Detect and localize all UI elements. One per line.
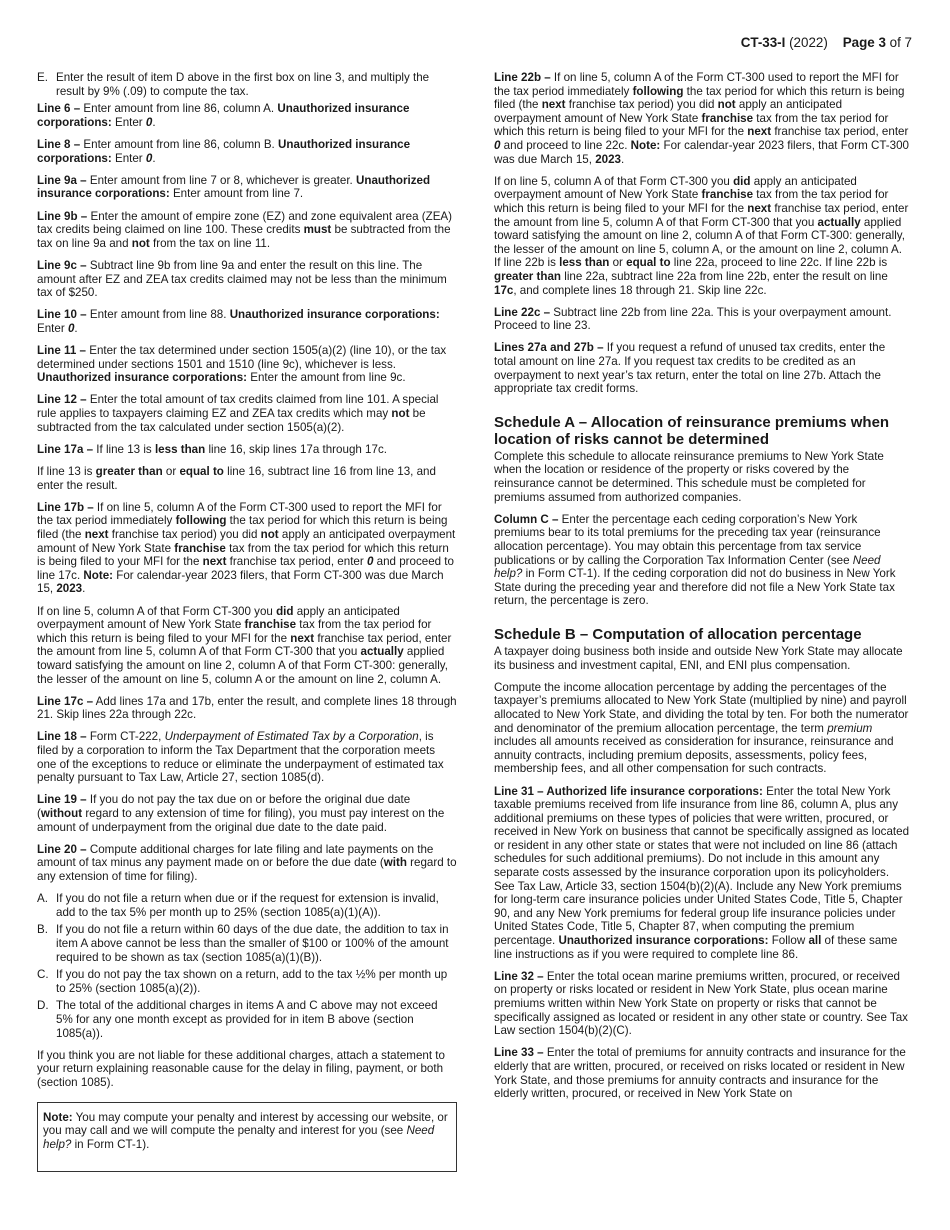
text-run: Form CT-222, xyxy=(86,730,165,744)
text-run: . xyxy=(152,151,156,165)
bold-text: Line 8 – xyxy=(37,137,81,151)
text-run: Add lines 17a and 17b, enter the result, and complete lines 18 through 21. Skip lines 22a through 22c. xyxy=(37,694,457,722)
text-run: If you do not file a return when due or if the request for extension is invalid, add to the tax 5% per month up to 25% (section 1085(a)(1)(A)). xyxy=(56,892,439,919)
bold-text: Line 22b – xyxy=(494,71,551,84)
italic-text: premium xyxy=(827,721,873,735)
italic-text: 0 xyxy=(67,321,75,335)
list-item xyxy=(37,923,457,964)
text-run: be subtracted from the tax calculated under section 1505(a)(2). xyxy=(37,407,426,434)
list-item xyxy=(37,892,457,919)
bold-text: without xyxy=(40,807,83,821)
paragraph xyxy=(37,793,457,834)
text-run: . xyxy=(620,152,625,166)
bold-text: Unauthorized insurance corporations: xyxy=(37,102,410,129)
text-run: Enter the percentage each ceding corporation’s New York premiums bear to its total premiums for the preceding tax year (reinsurance allocation percentage). You may obtain this percentage from tax service publications or by calling the Corporation Tax Information Center (see xyxy=(494,512,881,567)
bold-text: with xyxy=(383,856,407,870)
bold-text: 17c xyxy=(494,283,514,297)
paragraph xyxy=(37,843,457,884)
paragraph xyxy=(494,1046,910,1100)
list-text xyxy=(56,923,457,964)
bold-text: less than xyxy=(154,442,206,456)
paragraph xyxy=(494,71,910,166)
section-heading: Schedule A – Allocation of reinsurance premiums when location of risks cannot be determined xyxy=(494,413,890,448)
bold-text: 2023 xyxy=(595,152,621,166)
list-item xyxy=(37,968,457,995)
bold-text: Line 31 – Authorized life insurance corporations: xyxy=(494,784,763,798)
bold-text: not xyxy=(131,236,150,250)
bold-text: 2023 xyxy=(56,582,83,596)
bold-text: franchise xyxy=(244,618,297,632)
text-run: apply an anticipated overpayment amount of New York State xyxy=(37,604,400,632)
text-run: tax from the tax period for which this return is being filed to your MFI for the xyxy=(494,188,889,215)
text-run: and proceed to line 22c. xyxy=(500,138,631,152)
bold-text: next xyxy=(202,555,227,569)
paragraph xyxy=(494,306,910,333)
text-run: of these same line instructions as if you were required to complete line 86. xyxy=(494,934,898,961)
bold-text: Line 17a – xyxy=(37,442,94,456)
text-run: applied toward satisfying the amount on line 2, column A of that Form CT-300: generally, the lesser of the amount on line 5, column A or the amount on line 2, column A. xyxy=(37,645,448,686)
paragraph xyxy=(494,513,910,608)
italic-text: 0 xyxy=(145,151,153,165)
bold-text: not xyxy=(260,527,279,541)
text-run: line 22a, proceed to line 22c. If line 22b is xyxy=(670,256,888,270)
text-run: Follow xyxy=(768,934,809,948)
text-run: franchise tax period, enter the amount from line 5, column A of that Form CT-300 that you xyxy=(494,201,909,229)
list-letter: A. xyxy=(37,892,48,906)
text-run: If on line 5, column A of the Form CT-300 used to report the MFI for the tax period immediately xyxy=(494,71,899,98)
text-run: franchise tax period, enter xyxy=(226,555,367,569)
paragraph xyxy=(494,450,910,504)
text-run: the tax period for which this return is being filed (the xyxy=(494,84,905,112)
paragraph xyxy=(37,102,457,129)
text-run: Enter the total ocean marine premiums written, procured, or received on property or risks located or resident in New York State, plus ocean marine premiums written within New York State on property or risks that cannot be specifically assigned as located or resident in any other state or country. See Tax Law section 1504(b)(2)(C). xyxy=(494,969,908,1038)
text-run: Enter the total of premiums for annuity contracts and insurance for the elderly that are written, procured, or received on risks located or resident in New York State, and those premiums for annuity contracts and insurance for the elderly written, procured, or received in New York State on xyxy=(494,1046,906,1101)
text-run: If line 13 is xyxy=(93,442,155,456)
bold-text: did xyxy=(733,174,751,188)
text-run: in Form CT-1). If the ceding corporation did not do business in New York State during the preceding year and therefore did not file a New York State tax return, the percentage is zero. xyxy=(494,567,896,608)
bold-text: Line 18 – xyxy=(37,730,87,744)
note-text xyxy=(43,1111,450,1152)
list-text xyxy=(56,71,457,98)
bold-text: must xyxy=(303,223,332,237)
text-run: Enter xyxy=(37,321,68,335)
text-run: If you request a refund of unused tax credits, enter the total amount on line 27a. If you request tax credits to be credited as an overpayment to next year’s tax return, enter the total on line 27b. Attach the appropriate tax credit forms. xyxy=(494,341,886,396)
paragraph xyxy=(37,308,457,335)
page-total: of 7 xyxy=(889,35,912,50)
bold-text: Line 9a – xyxy=(37,173,87,187)
paragraph xyxy=(37,344,457,385)
section-heading: Schedule B – Computation of allocation percentage xyxy=(494,625,862,643)
bold-text: less than xyxy=(559,256,610,270)
bold-text: franchise xyxy=(701,111,754,125)
bold-text: Lines 27a and 27b – xyxy=(494,341,604,355)
page-number: Page 3 xyxy=(842,35,886,50)
bold-text: next xyxy=(84,527,109,541)
list-letter: D. xyxy=(37,999,49,1013)
italic-text: 0 xyxy=(145,115,153,129)
text-run: apply an anticipated overpayment amount of New York State xyxy=(494,98,843,125)
text-run: For calendar-year 2023 filers, that Form CT-300 was due March 15, xyxy=(494,138,910,166)
text-run: includes all amounts received as consideration for insurance, reinsurance and annuity contracts, including premium deposits, assessments, policy fees, membership fees, and all other compensation for such contracts. xyxy=(494,735,894,776)
bold-text: Line 6 – xyxy=(37,102,81,116)
text-run: . xyxy=(74,321,78,335)
bold-text: Note: xyxy=(630,138,661,152)
text-run: or xyxy=(162,465,180,478)
text-run: in Form CT-1). xyxy=(71,1137,150,1151)
bold-text: following xyxy=(632,84,684,98)
bold-text: Unauthorized insurance corporations: xyxy=(229,308,440,322)
text-run: apply an anticipated overpayment amount of New York State xyxy=(37,527,456,555)
bold-text: Column C – xyxy=(494,512,559,526)
text-run: . xyxy=(152,115,156,129)
text-run: . xyxy=(82,582,86,596)
text-run: or xyxy=(609,256,627,270)
list-item xyxy=(37,999,457,1040)
italic-text: 0 xyxy=(494,138,501,152)
form-id: CT-33-I xyxy=(740,35,786,50)
paragraph xyxy=(37,138,457,165)
bold-text: following xyxy=(175,514,227,528)
text-run: apply an anticipated overpayment amount of New York State xyxy=(494,174,857,202)
text-run: Enter amount from line 86, column B. xyxy=(80,137,279,151)
paragraph xyxy=(37,393,457,434)
list-text xyxy=(56,892,457,919)
text-run: If you think you are not liable for these additional charges, attach a statement to your return explaining reasonable cause for the delay in filing, payment, or both (section 1085). xyxy=(37,1048,445,1089)
paragraph xyxy=(37,174,457,201)
page-header xyxy=(741,35,912,51)
text-run: Enter the tax determined under section 1505(a)(2) (line 10), or the tax determined under sections 1501 and 1510 (line 9c), whichever is less. xyxy=(37,344,447,371)
form-year: (2022) xyxy=(789,35,828,50)
bold-text: Line 17c – xyxy=(37,694,94,708)
text-run: Enter the total amount of tax credits claimed from line 101. A special rule applies to taxpayers claiming EZ and ZEA tax credits which may xyxy=(37,393,439,421)
text-run: Enter the amount of empire zone (EZ) and zone equivalent area (ZEA) tax credits being claimed on line 100. These credits xyxy=(37,209,453,237)
text-run: franchise tax period) you did xyxy=(565,98,718,112)
text-run: franchise tax period, enter xyxy=(771,125,909,139)
text-run: Enter the total New York taxable premiums received from life insurance from line 86, column A, plus any additional premiums on these types of policies that were written, procured, or received in New York on business that cannot be specifically assigned as located or resident in any other state or states that were not included on line 86 (attach schedules for such additional premiums). Do not include in this amount any separate costs assessed by the insurance corporation upon its policyholders. See Tax Law, Article 33, section 1504(b)(2)(A). Include any New York premiums for long-term care insurance policies under United States Code, Title 5, Chapter 90, and any New York premiums for federal group life insurance policies under United States Code, Title 5, Chapter 87, when computing the premium percentage. xyxy=(494,784,910,948)
paragraph xyxy=(494,970,910,1038)
bold-text: next xyxy=(541,98,566,112)
text-run: franchise tax period) you did xyxy=(108,527,261,541)
text-run: , and complete lines 18 through 21. Skip line 22c. xyxy=(513,283,767,297)
list-text xyxy=(56,968,457,995)
list-letter: E. xyxy=(37,71,48,84)
italic-text: Need help? xyxy=(494,553,881,581)
text-run: Subtract line 22b from line 22a. This is your overpayment amount. Proceed to line 23. xyxy=(494,305,892,333)
bold-text: franchise xyxy=(701,188,754,202)
bold-text: all xyxy=(808,934,822,948)
list-letter: C. xyxy=(37,968,49,982)
text-run: , is filed by a corporation to inform the Tax Department that the corporation meets one of the exceptions to reduce or eliminate the underpayment of estimated tax penalty pursuant to Tax Law, Article 27, section 1085(d). xyxy=(37,730,444,785)
text-run: be subtracted from the tax on line 9a and xyxy=(37,223,451,250)
paragraph xyxy=(37,465,457,492)
bold-text: equal to xyxy=(179,465,224,478)
italic-text: 0 xyxy=(366,555,374,569)
bold-text: Line 33 – xyxy=(494,1046,544,1060)
bold-text: actually xyxy=(360,645,404,659)
bold-text: franchise xyxy=(174,541,226,555)
bold-text: greater than xyxy=(95,465,163,478)
text-run: Enter the result of item D above in the first box on line 3, and multiply the result by 9% (.09) to compute the tax. xyxy=(56,71,430,98)
bold-text: Unauthorized insurance corporations: xyxy=(37,371,248,385)
left-column xyxy=(37,71,457,1172)
text-run: from the tax on line 11. xyxy=(149,236,271,250)
paragraph xyxy=(37,695,457,722)
text-run: line 16, skip lines 17a through 17c. xyxy=(205,442,387,456)
text-run: For calendar-year 2023 filers, that Form CT-300 was due March 15, xyxy=(37,568,444,596)
text-run: Enter amount from line 86, column A. xyxy=(80,102,278,116)
bold-text: greater than xyxy=(494,269,562,283)
paragraph xyxy=(37,501,457,596)
paragraph xyxy=(37,443,457,457)
text-run: regard to any extension of time for filing). xyxy=(37,856,457,883)
bold-text: next xyxy=(290,631,315,645)
list-letter: B. xyxy=(37,923,48,937)
paragraph xyxy=(37,1049,457,1090)
text-run: Subtract line 9b from line 9a and enter the result on this line. The amount after EZ and ZEA tax credits claimed may not be less than the minimum tax of $250. xyxy=(37,258,447,300)
text-run: If you do not pay the tax due on or before the original due date ( xyxy=(37,793,411,821)
paragraph xyxy=(494,175,910,297)
text-run: tax from the tax period for which this return is being filed to your MFI for the xyxy=(37,618,432,645)
bold-text: Line 10 – xyxy=(37,308,87,322)
bold-text: Line 20 – xyxy=(37,842,87,856)
bold-text: Unauthorized insurance corporations: xyxy=(37,137,411,165)
bold-text: Line 11 – xyxy=(37,344,86,358)
header-spacer xyxy=(832,35,839,50)
paragraph xyxy=(494,681,910,776)
bold-text: Line 12 – xyxy=(37,393,87,407)
bold-text: not xyxy=(717,98,736,112)
text-run: Compute additional charges for late filing and late payments on the amount of tax minus any payment made on or before the due date ( xyxy=(37,842,434,870)
text-run: the tax period for which this return is being filed (the xyxy=(37,514,448,541)
text-run: Compute the income allocation percentage by adding the percentages of the taxpayer’s premiums allocated to New York State (multiplied by nine) and payroll allocated to New York State, and dividing the total by ten. For both the numerator and denominator of the premium allocation percentage, the term xyxy=(494,680,909,735)
text-run: tax from the tax period for which this return is being filed to your MFI for the xyxy=(494,111,889,139)
text-run: Enter amount from line 7. xyxy=(169,187,304,201)
paragraph xyxy=(494,341,910,395)
text-run: Enter xyxy=(111,115,146,129)
text-run: If line 13 is xyxy=(37,465,96,478)
paragraph xyxy=(37,605,457,687)
bold-text: equal to xyxy=(626,256,671,270)
text-run: Enter amount from line 88. xyxy=(86,308,230,322)
text-run: Complete this schedule to allocate reinsurance premiums to New York State when the location or residence of the property or risks covered by the reinsurance cannot be determined. This schedule must be completed for premiums assumed from authorized companies. xyxy=(494,449,884,504)
text-run: tax from the tax period for which this return is being filed to your MFI for the xyxy=(37,541,449,569)
text-run: line 16, subtract line 16 from line 13, and enter the result. xyxy=(37,465,436,492)
text-run: franchise tax period, enter the amount from line 5, column A of that Form CT-300 that you xyxy=(37,631,452,659)
note-box xyxy=(37,1102,457,1173)
text-run: applied toward satisfying the amount on line 2, column A of that Form CT-300: generally, the lesser of the amount on line 5, column A, or the amount on line 2, column A. If line 22b is xyxy=(494,215,905,270)
bold-text: not xyxy=(391,407,410,421)
text-run: If on line 5, column A of the Form CT-300 used to report the MFI for the tax period immediately xyxy=(37,500,442,528)
bold-text: Line 17b – xyxy=(37,500,94,514)
text-run: Enter xyxy=(111,151,146,165)
paragraph xyxy=(37,259,457,300)
paragraph xyxy=(37,730,457,784)
list-item xyxy=(37,71,457,98)
italic-text: Underpayment of Estimated Tax by a Corporation xyxy=(164,730,419,744)
italic-text: Need help? xyxy=(43,1124,435,1151)
text-run: The total of the additional charges in items A and C above may not exceed 5% for any one month except as provided for in item B above (section 1085(a)). xyxy=(56,999,438,1040)
text-run: If you do not pay the tax shown on a return, add to the tax ½% per month up to 25% (section 1085(a)(2)). xyxy=(56,968,448,995)
text-run: A taxpayer doing business both inside and outside New York State may allocate its business and investment capital, ENI, and ENI plus compensation. xyxy=(494,644,903,672)
paragraph xyxy=(37,210,457,251)
bold-text: Line 32 – xyxy=(494,969,544,983)
bold-text: Line 9c – xyxy=(37,258,87,272)
bold-text: Line 9b – xyxy=(37,209,88,223)
text-run: If on line 5, column A of that Form CT-300 you xyxy=(37,604,277,618)
bold-text: next xyxy=(747,201,772,215)
text-run: line 22a, subtract line 22a from line 22b, enter the result on line xyxy=(561,269,888,283)
paragraph xyxy=(494,785,910,962)
bold-text: Unauthorized insurance corporations: xyxy=(558,934,769,948)
text-run: Enter amount from line 7 or 8, whichever is greater. xyxy=(86,173,356,187)
text-run: You may compute your penalty and interest by accessing our website, or you may call and we will compute the penalty and interest for you (see xyxy=(43,1110,448,1138)
list-text xyxy=(56,999,457,1040)
bold-text: Note: xyxy=(43,1110,73,1124)
text-run: regard to any extension of time for filing), you must pay interest on the amount of underpayment from the original due date to the date paid. xyxy=(37,807,445,834)
text-run: If on line 5, column A of that Form CT-300 you xyxy=(494,174,734,188)
bold-text: did xyxy=(276,604,294,618)
bold-text: next xyxy=(747,125,772,139)
text-run: If you do not file a return within 60 days of the due date, the addition to tax in item A above cannot be less than the smaller of $100 or 100% of the amount required to be shown as tax (section 1085(a)(1)(B)). xyxy=(56,923,449,964)
bold-text: Unauthorized insurance corporations: xyxy=(37,173,431,201)
bold-text: actually xyxy=(817,215,861,229)
text-run: and proceed to line 17c. xyxy=(37,555,454,582)
bold-text: Note: xyxy=(83,568,114,582)
bold-text: Line 22c – xyxy=(494,305,551,319)
right-column xyxy=(494,71,910,1109)
text-run: Enter the amount from line 9c. xyxy=(247,371,406,385)
paragraph xyxy=(494,645,910,672)
bold-text: Line 19 – xyxy=(37,793,87,807)
